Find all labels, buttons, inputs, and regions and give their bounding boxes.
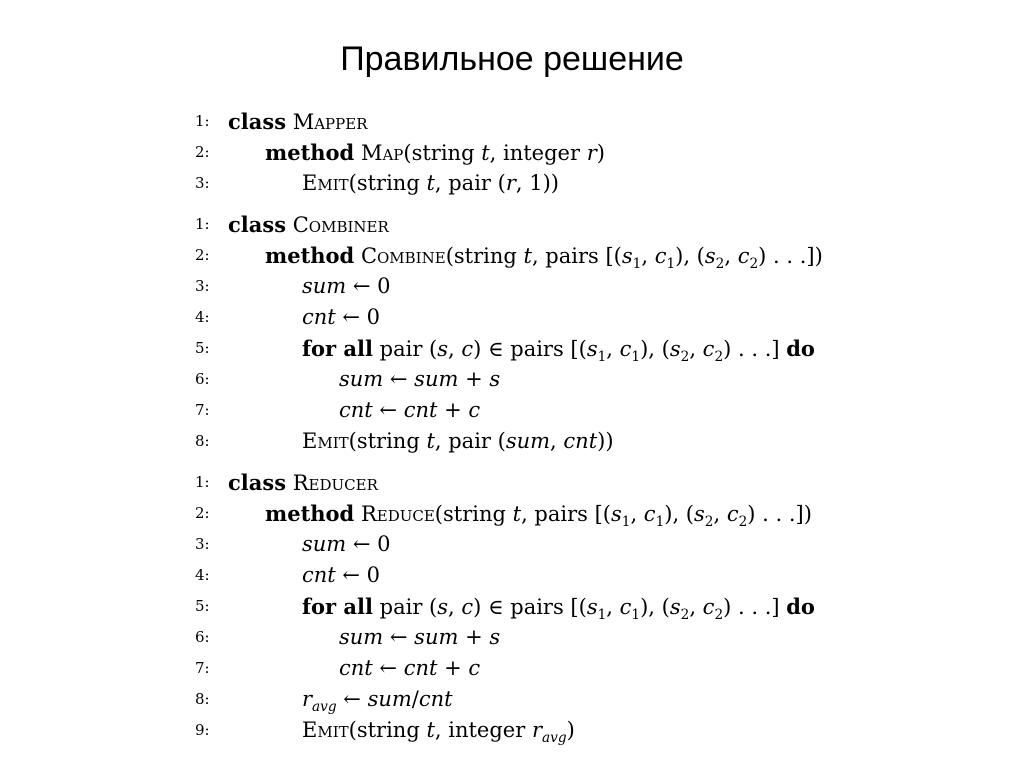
line-content: for all pair (s, c) ∈ pairs [($s_1$, $c_1$), ($s_2$, $c_2$) . . .] do: [302, 594, 815, 624]
line-number: 7:: [195, 659, 210, 677]
line-number: 2:: [195, 143, 210, 161]
line-content: sum ← sum + s: [339, 367, 501, 391]
line-content: sum ← sum + s: [339, 625, 501, 649]
line-number: 5:: [195, 339, 210, 357]
code-line: [195, 240, 895, 271]
reducer-block: [195, 467, 895, 746]
line-number: 3:: [195, 174, 210, 192]
line-content: method Reduce(string t, pairs [($s_1$, $c_1$), ($s_2$, $c_2$) . . .]): [265, 501, 812, 531]
code-line: [195, 529, 895, 560]
slide-title: Правильное решение: [340, 40, 684, 78]
combiner-block: [195, 209, 895, 457]
line-number: 2:: [195, 504, 210, 522]
line-number: 1:: [195, 215, 210, 233]
line-number: 1:: [195, 112, 210, 130]
line-number: 4:: [195, 566, 210, 584]
code-line: [195, 271, 895, 302]
line-content: method Combine(string t, pairs [($s_1$, $c_1$), ($s_2$, $c_2$) . . .]): [265, 243, 823, 273]
line-number: 3:: [195, 277, 210, 295]
line-number: 8:: [195, 690, 210, 708]
code-line: [195, 715, 895, 746]
line-content: class Combiner: [228, 212, 389, 237]
line-content: cnt ← cnt + c: [339, 656, 481, 680]
code-line: [195, 498, 895, 529]
line-content: sum ← 0: [302, 274, 391, 298]
code-line: [195, 168, 895, 199]
code-line: [195, 395, 895, 426]
line-number: 8:: [195, 432, 210, 450]
line-content: class Mapper: [228, 109, 368, 134]
pseudocode-listing: [195, 106, 895, 746]
mapper-block: [195, 106, 895, 199]
line-content: Emit(string t, integer $r_{avg}$): [302, 718, 575, 747]
line-number: 5:: [195, 597, 210, 615]
line-content: sum ← 0: [302, 532, 391, 556]
line-number: 7:: [195, 401, 210, 419]
code-line: [195, 653, 895, 684]
code-line: [195, 209, 895, 240]
code-line: [195, 333, 895, 364]
line-content: Emit(string t, pair (sum, cnt)): [302, 429, 614, 453]
line-number: 3:: [195, 535, 210, 553]
line-number: 6:: [195, 370, 210, 388]
line-content: cnt ← 0: [302, 563, 381, 587]
line-number: 1:: [195, 473, 210, 491]
code-line: [195, 591, 895, 622]
line-content: method Map(string t, integer r): [265, 140, 605, 165]
line-content: cnt ← cnt + c: [339, 398, 481, 422]
line-number: 9:: [195, 721, 210, 739]
line-content: Emit(string t, pair (r, 1)): [302, 171, 559, 195]
line-content: class Reducer: [228, 470, 378, 495]
line-number: 4:: [195, 308, 210, 326]
code-line: [195, 106, 895, 137]
code-line: [195, 364, 895, 395]
line-content: cnt ← 0: [302, 305, 381, 329]
code-line: [195, 426, 895, 457]
line-number: 6:: [195, 628, 210, 646]
code-line: [195, 622, 895, 653]
code-line: [195, 137, 895, 168]
line-number: 2:: [195, 246, 210, 264]
code-line: [195, 560, 895, 591]
line-content: $r_{avg}$ ← sum/cnt: [302, 687, 453, 716]
code-line: [195, 467, 895, 498]
line-content: for all pair (s, c) ∈ pairs [($s_1$, $c_1$), ($s_2$, $c_2$) . . .] do: [302, 336, 815, 366]
code-line: [195, 684, 895, 715]
code-line: [195, 302, 895, 333]
